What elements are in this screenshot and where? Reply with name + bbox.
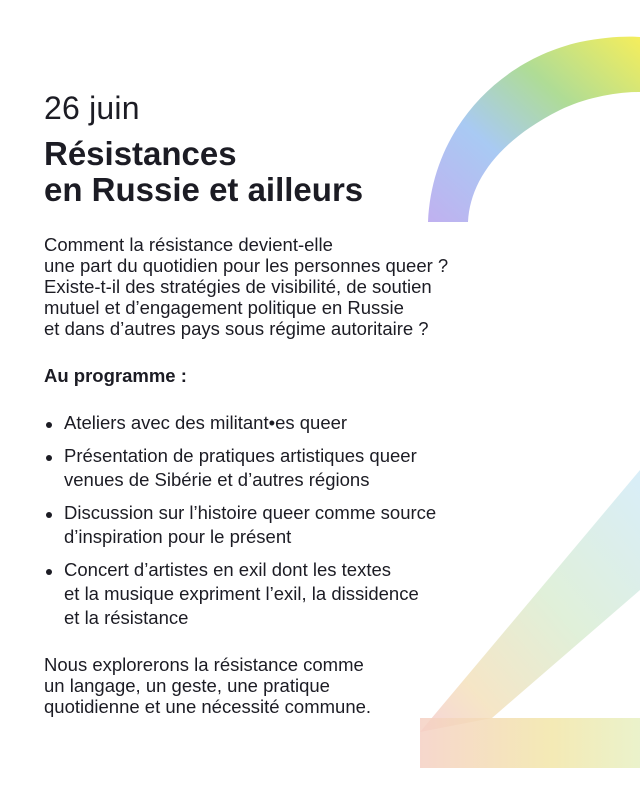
intro-line: Existe-t-il des stratégies de visibilité, de soutien xyxy=(44,276,432,297)
intro-paragraph xyxy=(44,234,564,339)
intro-line: et dans d’autres pays sous régime autoritaire ? xyxy=(44,318,429,339)
outro-line: quotidienne et une nécessité commune. xyxy=(44,696,372,717)
program-item-line: Présentation de pratiques artistiques queer xyxy=(64,445,417,466)
program-item-line: Concert d’artistes en exil dont les textes xyxy=(64,559,391,580)
outro-line: Nous explorerons la résistance comme xyxy=(44,654,364,675)
event-title xyxy=(44,136,564,208)
program-item-line: Discussion sur l’histoire queer comme source xyxy=(64,502,437,523)
program-item xyxy=(44,444,564,492)
program-heading: Au programme : xyxy=(44,365,187,386)
program-list xyxy=(44,411,564,630)
program-item xyxy=(44,558,564,630)
event-title-line: Résistances xyxy=(44,135,237,172)
outro-paragraph xyxy=(44,654,564,717)
event-date: 26 juin xyxy=(44,90,140,126)
program-item-line: et la musique expriment l’exil, la dissidence xyxy=(64,583,419,604)
program-item xyxy=(44,501,564,549)
outro-line: un langage, un geste, une pratique xyxy=(44,675,330,696)
program-item-line: Ateliers avec des militant•es queer xyxy=(64,412,348,433)
program-item-line: venues de Sibérie et d’autres régions xyxy=(64,469,370,490)
intro-line: mutuel et d’engagement politique en Russie xyxy=(44,297,404,318)
intro-line: Comment la résistance devient-elle xyxy=(44,234,333,255)
program-item-line: d’inspiration pour le présent xyxy=(64,526,292,547)
numeral-base xyxy=(420,718,640,768)
program-item-line: et la résistance xyxy=(64,607,189,628)
event-title-line: en Russie et ailleurs xyxy=(44,171,364,208)
intro-line: une part du quotidien pour les personnes queer ? xyxy=(44,255,449,276)
program-item xyxy=(44,411,564,435)
event-content xyxy=(44,88,564,717)
